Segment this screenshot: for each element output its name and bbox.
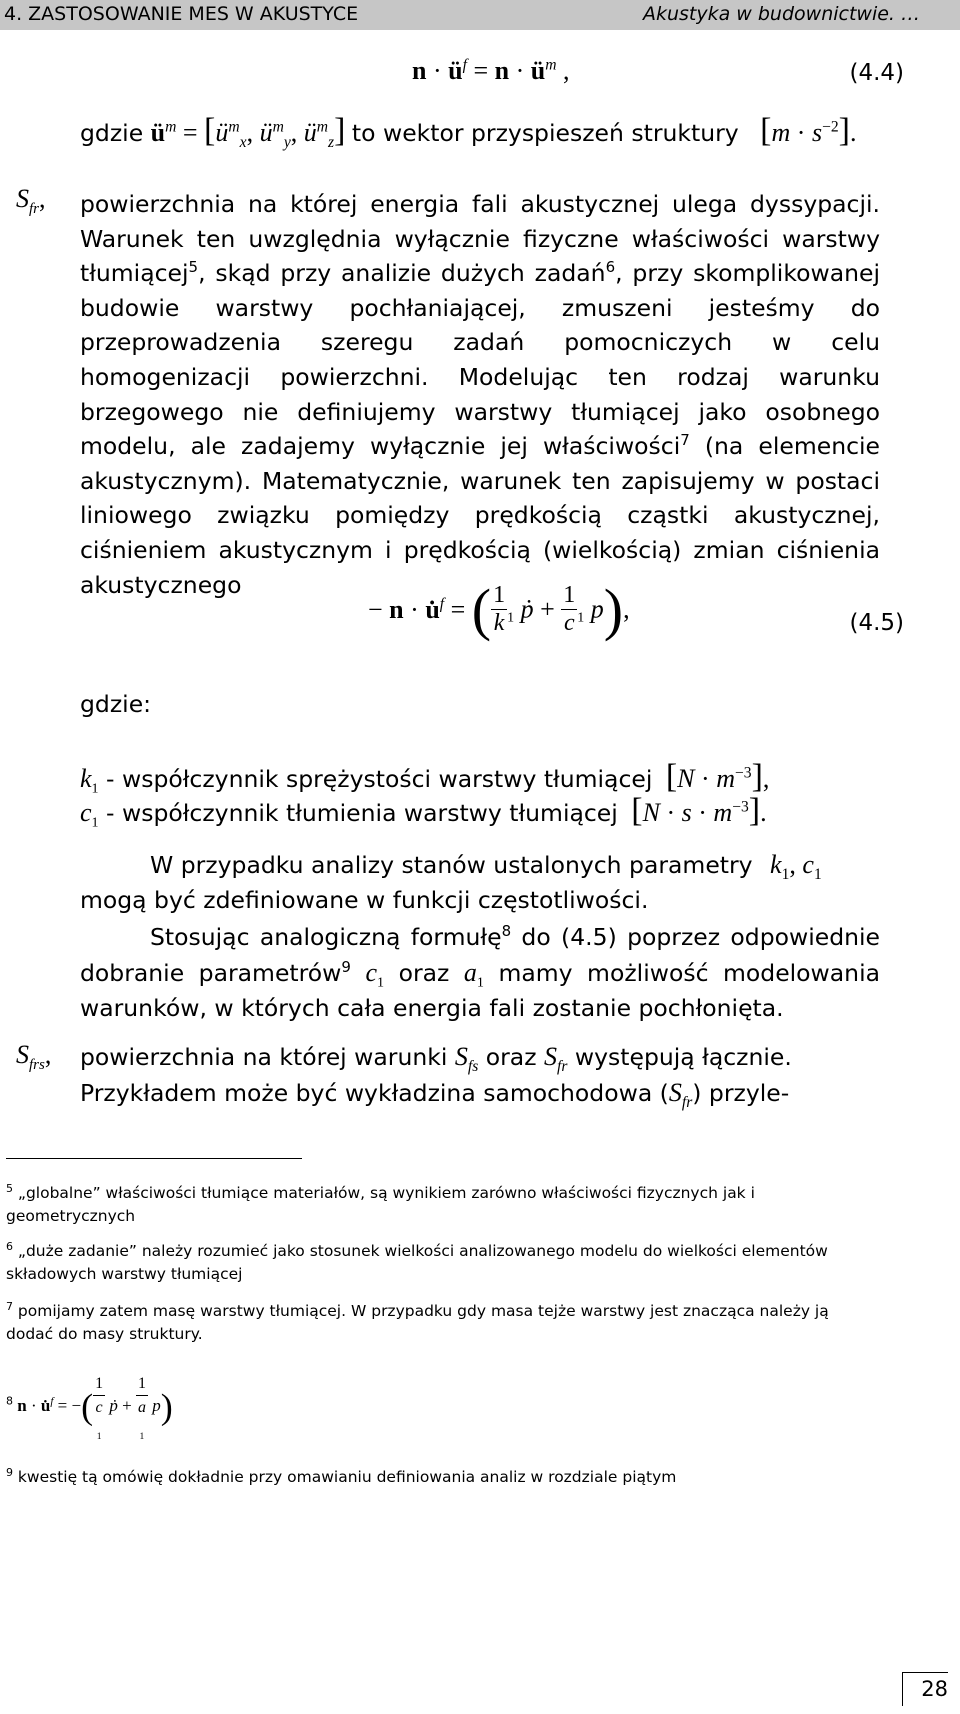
sfr-paragraph: powierzchnia na której energia fali akustycznej ulega dyssypacji. Warunek ten uwzględnia wyłącznie fizyczne właściwości warstwy tłumiącej$^5$, skąd przy analizie dużych zadań$^6$, przy skomplikowanej budowie warstwy pochłaniającej, zmuszeni jesteśmy do przeprowadzenia szeregu zadań pomocniczych w celu homogenizacji powierzchni. Modelując ten rodzaj warunku brzegowego nie definiujemy warstwy tłumiącej jako osobnego modelu, ale zadajemy wyłącznie jej właściwości$^7$ (na elemencie akustycznym). Matematycznie, warunek ten zapisujemy w postaci liniowego związku pomiędzy prędkością cząstki akustycznej, ciśnieniem akustycznym i prędkością (wielkością) zmian ciśnienia akustycznego [80,190,880,599]
book-title: Akustyka w budownictwie. … [642,3,920,25]
footnote-6: $^6$ „duże zadanie” należy rozumieć jako stosunek wielkości analizowanego modelu do wielkości elementów składowych warstwy tłumiącej [6,1239,828,1283]
acceleration-description: to wektor przyspieszeń struktury [351,119,739,147]
footnote-ref-5[interactable]: 5 [188,258,199,277]
gdzie-colon: gdzie: [80,690,152,718]
gdzie-line [80,112,856,150]
equation-4-4: $n \cdot ü^f = n$ · $ü^m$ , [412,56,570,85]
sfrs-line1: powierzchnia na której warunki $S_{fs}$ oraz $S_{fr}$ występują łącznie. [80,1042,792,1076]
footnote-ref-7[interactable]: 7 [680,431,690,450]
equation-number-4-5: (4.5) [849,610,904,636]
equation-4-5: − n · u̇$^f$ = ( $\frac{1}{k}$ $_1$ ṗ + $\frac{1}{c}$ $_1$ p), [368,577,630,642]
equation-number-4-4: (4.4) [849,60,904,86]
sfrs-label: $S_{frs}$, [16,1040,52,1074]
gdzie-word: gdzie [80,119,144,147]
sfrs-line2: Przykładem może być wykładzina samochodowa $(S_{fr})$ przyle- [80,1078,790,1112]
footnote-separator [6,1158,302,1159]
footnote-ref-6[interactable]: 6 [605,258,616,277]
chapter-title: 4. ZASTOSOWANIE MES W AKUSTYCE [4,3,359,25]
footnote-5: $^5$ „globalne” właściwości tłumiące materiałów, są wynikiem zarówno właściwości fizycznych jak i geometrycznych [6,1181,755,1225]
acceleration-vector: $ü^m$ = [$ü^m_x$, $ü^m_y$, $ü^m_z$] [150,112,346,152]
paragraph-analogous: Stosując analogiczną formułę$^8$ do (4.5) poprzez odpowiednie dobranie parametrów$^9$ $c_1$ oraz $a_1$ mamy możliwość modelowania warunków, w których cała energia fali zostanie pochłonięta. [80,922,880,1022]
acceleration-unit: $[m \cdot s^{-2}]$. [760,112,857,149]
definition-c1: $c_1$ - współczynnik tłumienia warstwy tłumiącej $[N \cdot s \cdot m^{-3}]$. [80,792,767,831]
footnote-ref-9[interactable]: 9 [341,958,351,977]
page-number: 28 [902,1672,948,1706]
footnote-7: $^7$ pomijamy zatem masę warstwy tłumiącej. W przypadku gdy masa tejże warstwy jest znacząca należy ją dodać do masy struktury. [6,1299,829,1343]
running-header [0,0,960,30]
footnote-8: $^8$ n · u̇$^f$ = −( 1 c $_1$ ṗ + 1 a $_1$ p) [6,1372,876,1442]
paragraph-steady-state-line1: W przypadku analizy stanów ustalonych parametry $k_1$, $c_1$ [150,850,822,884]
footnote-9: $^9$ kwestię tą omówię dokładnie przy omawianiu definiowania analiz w rozdziale piątym [6,1465,677,1486]
footnote-ref-8[interactable]: 8 [501,922,512,941]
paragraph-steady-state-line2: mogą być zdefiniowane w funkcji częstotliwości. [80,886,649,914]
definition-k1: $k_1$ - współczynnik sprężystości warstwy tłumiącej $[N \cdot m^{-3}]$, [80,758,770,797]
sfr-label: $S_{fr}$, [16,184,46,218]
